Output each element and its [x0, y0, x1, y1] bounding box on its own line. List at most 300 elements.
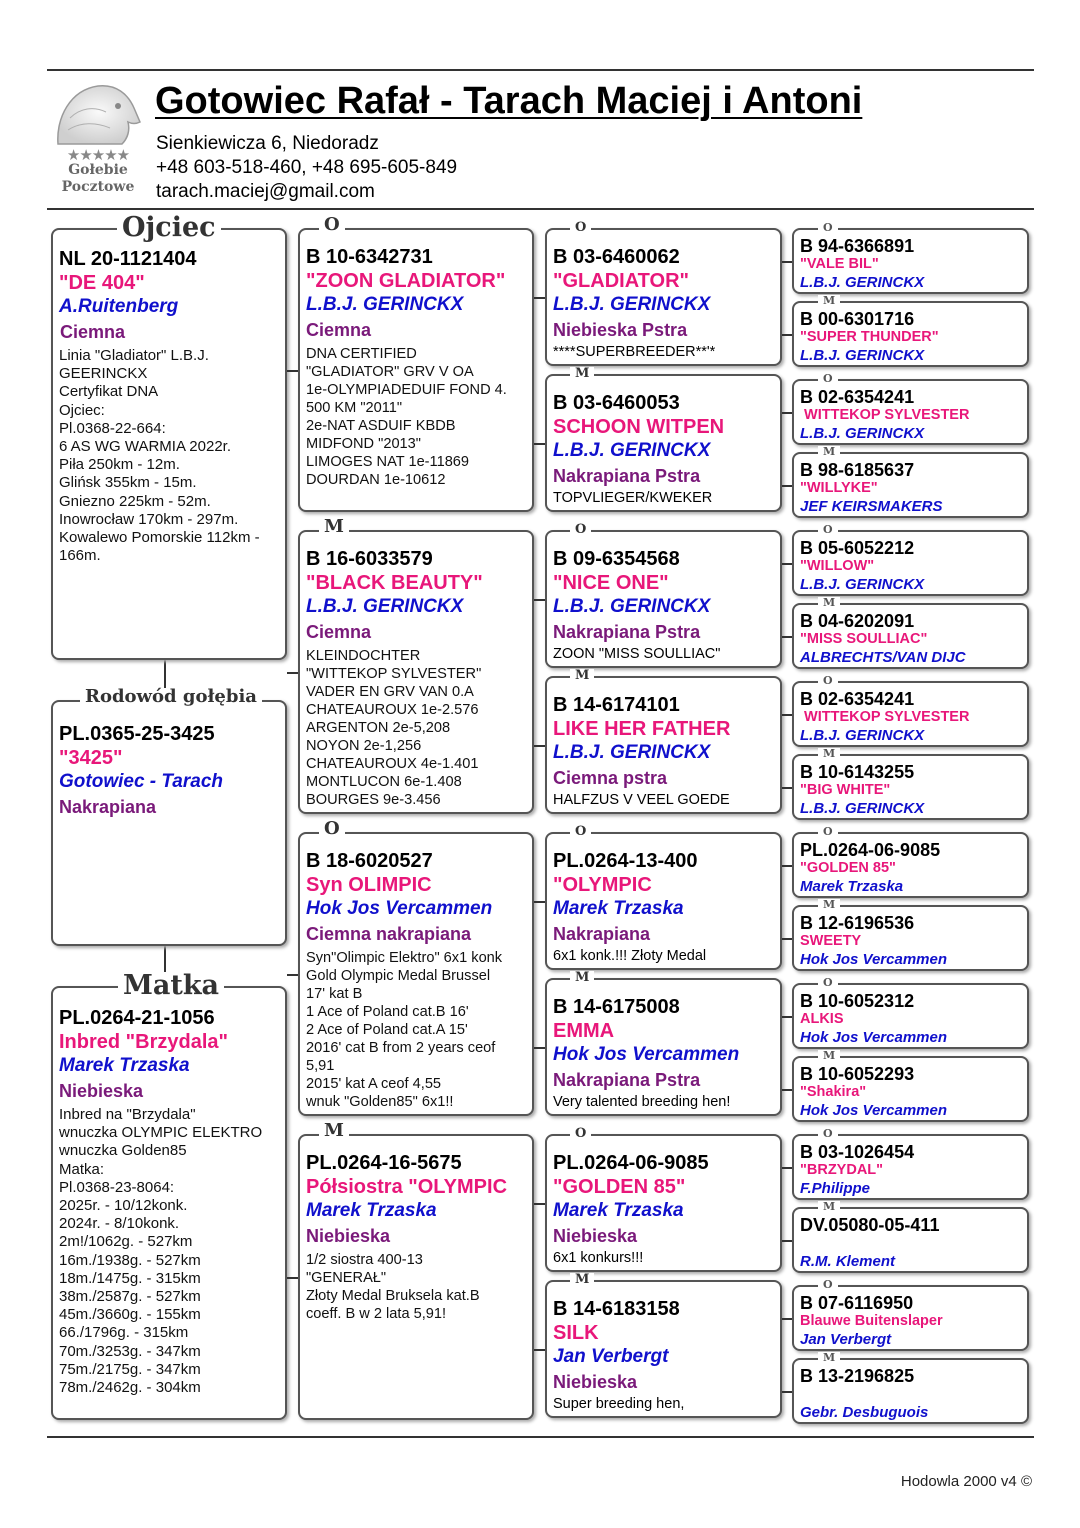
breeder-name: L.B.J. GERINCKX: [553, 596, 711, 617]
pigeon-color: Nakrapiana: [59, 797, 157, 817]
email[interactable]: tarach.maciej@gmail.com: [156, 181, 375, 202]
connector: [782, 1167, 792, 1169]
female-label: M: [818, 1201, 840, 1212]
pigeon-name: WITTEKOP SYLVESTER: [800, 407, 970, 423]
pigeon-name: "BLACK BEAUTY": [306, 572, 483, 594]
breeder-name: Marek Trzaska: [306, 1200, 437, 1221]
card-content: [800, 1293, 1023, 1349]
mother-notes: [59, 1106, 281, 1397]
note-line: 166m.: [59, 547, 101, 565]
breeder-name: Hok Jos Vercammen: [800, 1102, 948, 1119]
male-label: O: [818, 524, 838, 535]
pigeon-name: "WILLYKE": [800, 480, 878, 496]
grandparent-card-4[interactable]: [545, 676, 782, 814]
male-label: O: [818, 1128, 838, 1139]
male-label: O: [570, 221, 591, 234]
ring-number: PL.0264-16-5675: [306, 1152, 462, 1174]
connector: [782, 787, 792, 789]
ring-number: B 14-6183158: [553, 1298, 680, 1320]
card-content: [800, 236, 1023, 292]
breeder-name: L.B.J. GERINCKX: [553, 294, 711, 315]
ring-number: PL.0264-06-9085: [800, 840, 941, 860]
father-card[interactable]: [51, 228, 287, 660]
connector: [287, 370, 298, 372]
pigeon-name: "BIG WHITE": [800, 782, 891, 798]
breeder-name: Jan Verbergt: [800, 1331, 892, 1348]
connector: [287, 974, 298, 976]
note-line: 5,91: [306, 1058, 335, 1074]
connector: [782, 1318, 792, 1320]
note-line: 2015' kat A ceof 4,55: [306, 1076, 442, 1092]
note-line: KLEINDOCHTER: [306, 648, 421, 664]
note-line: Linia "Gladiator" L.B.J.: [59, 347, 209, 364]
mother-breeder: Marek Trzaska: [59, 1055, 190, 1076]
note-line: 16m./1938g. - 527km: [59, 1251, 201, 1269]
card-content: [800, 762, 1023, 818]
grandparent-card-8[interactable]: [545, 1280, 782, 1418]
male-label: O: [319, 216, 345, 234]
card-content: [553, 1151, 776, 1267]
male-label: O: [570, 523, 591, 536]
father-name: "DE 404": [59, 272, 145, 294]
female-label: M: [818, 597, 840, 608]
card-content: [800, 1366, 1023, 1422]
ring-number: B 14-6175008: [553, 996, 680, 1018]
great-grandparent-card-16[interactable]: [792, 1358, 1029, 1424]
notes: 6x1 konk.!!! Złoty Medal: [553, 948, 707, 964]
connector: [782, 261, 792, 263]
great-grandparent-card-15[interactable]: [792, 1285, 1029, 1351]
mother-card[interactable]: [51, 986, 287, 1420]
color-name: Nakrapiana Pstra: [553, 466, 701, 486]
card-content: [306, 245, 528, 489]
pigeon-breeder: Gotowiec - Tarach: [59, 771, 223, 792]
pigeon-name: Półsiostra "OLYMPIC: [306, 1176, 508, 1198]
male-label: O: [818, 826, 838, 837]
breeder-name: L.B.J. GERINCKX: [800, 274, 925, 291]
note-line: ARGENTON 2e-5,208: [306, 720, 451, 736]
note-line: Pl.0368-23-8064:: [59, 1178, 175, 1196]
great-grandparent-card-12[interactable]: [792, 1056, 1029, 1122]
great-grandparent-card-4[interactable]: [792, 452, 1029, 518]
notes: [306, 647, 528, 809]
notes: [306, 1251, 528, 1323]
female-label: M: [570, 669, 594, 682]
connector: [782, 412, 792, 414]
breeder-name: L.B.J. GERINCKX: [553, 742, 711, 763]
father-color: Ciemna: [60, 322, 126, 342]
breeder-name: Marek Trzaska: [553, 898, 684, 919]
note-line: 500 KM "2011": [306, 400, 403, 416]
card-content: [800, 387, 1023, 443]
father-label: Ojciec: [117, 214, 221, 241]
address: Sienkiewicza 6, Niedoradz: [156, 133, 379, 154]
pigeon-name: "OLYMPIC: [553, 874, 652, 896]
color-name: Niebieska: [306, 1226, 391, 1246]
ring-number: B 07-6116950: [800, 1293, 914, 1313]
male-label: O: [818, 1279, 838, 1290]
connector: [782, 636, 792, 638]
note-line: 1/2 siostra 400-13: [306, 1252, 423, 1268]
female-label: M: [818, 748, 840, 759]
parent-card-3[interactable]: [298, 832, 534, 1116]
breeder-name: L.B.J. GERINCKX: [800, 800, 925, 817]
card-content: [800, 840, 1023, 896]
notes: TOPVLIEGER/KWEKER: [553, 490, 713, 506]
footer: Hodowla 2000 v4 ©: [900, 1473, 1032, 1490]
great-grandparent-card-13[interactable]: [792, 1134, 1029, 1200]
logo-stars: ★★★★★: [66, 147, 130, 164]
pigeon-name: LIKE HER FATHER: [553, 718, 731, 740]
note-line: GEERINCKX: [59, 365, 148, 383]
breeder-name: JEF KEIRSMAKERS: [800, 498, 943, 515]
mother-label: Matka: [118, 972, 224, 999]
connector: [534, 745, 545, 747]
connector: [782, 563, 792, 565]
card-content: [800, 689, 1023, 745]
grandparent-card-5[interactable]: [545, 832, 782, 970]
note-line: Gniezno 225km - 52m.: [59, 492, 211, 510]
breeder-name: L.B.J. GERINCKX: [306, 294, 464, 315]
ring-number: B 94-6366891: [800, 236, 915, 256]
male-label: O: [570, 1127, 591, 1140]
pigeon-name: "SUPER THUNDER": [800, 329, 939, 345]
ring-number: B 13-2196825: [800, 1366, 915, 1386]
card-content: [800, 1215, 1023, 1271]
note-line: 2016' cat B from 2 years ceof: [306, 1040, 496, 1056]
ring-number: B 10-6052312: [800, 991, 915, 1011]
female-label: M: [818, 899, 840, 910]
note-line: VADER EN GRV VAN 0.A: [306, 684, 474, 700]
great-grandparent-card-3[interactable]: [792, 379, 1029, 445]
connector: [287, 1277, 298, 1279]
breeder-name: L.B.J. GERINCKX: [800, 425, 925, 442]
father-ring: NL 20-1121404: [59, 248, 197, 270]
great-grandparent-card-11[interactable]: [792, 983, 1029, 1049]
note-line: coeff. B w 2 lata 5,91!: [306, 1306, 447, 1322]
ring-number: B 03-6460062: [553, 246, 680, 268]
color-name: Ciemna nakrapiana: [306, 924, 472, 944]
note-line: Inbred na "Brzydala": [59, 1106, 196, 1123]
pigeon-label: Rodowód gołębia: [80, 688, 262, 706]
note-line: CHATEAUROUX 4e-1.401: [306, 756, 479, 772]
female-label: M: [319, 1122, 349, 1140]
pigeon-name: Blauwe Buitenslaper: [800, 1313, 943, 1329]
connector: [534, 599, 545, 601]
note-line: 75m./2175g. - 347km: [59, 1360, 201, 1378]
pigeon-name: "MISS SOULLIAC": [800, 631, 928, 647]
male-label: O: [818, 675, 838, 686]
note-line: MIDFOND "2013": [306, 436, 421, 452]
pigeon-name: "3425": [59, 747, 123, 769]
female-label: M: [319, 518, 349, 536]
ring-number: B 03-1026454: [800, 1142, 915, 1162]
pigeon-ring: PL.0365-25-3425: [59, 723, 215, 745]
note-line: 2024r. - 8/10konk.: [59, 1215, 180, 1233]
connector: [287, 672, 298, 674]
note-line: 1 Ace of Poland cat.B 16': [306, 1004, 469, 1020]
great-grandparent-card-9[interactable]: [792, 832, 1029, 898]
pigeon-name: "ZOON GLADIATOR": [306, 270, 506, 292]
great-grandparent-card-8[interactable]: [792, 754, 1029, 820]
note-line: wnuk "Golden85" 6x1!!: [306, 1094, 454, 1110]
note-line: DOURDAN 1e-10612: [306, 472, 446, 488]
notes: [306, 345, 528, 489]
breeder-name: Marek Trzaska: [553, 1200, 684, 1221]
breeder-name: L.B.J. GERINCKX: [800, 727, 925, 744]
parent-card-2[interactable]: [298, 530, 534, 814]
mother-name: Inbred "Brzydala": [59, 1031, 229, 1053]
great-grandparent-card-5[interactable]: [792, 530, 1029, 596]
ring-number: DV.05080-05-411: [800, 1215, 940, 1235]
color-name: Nakrapiana: [553, 924, 651, 944]
connector: [782, 485, 792, 487]
phones: +48 603-518-460, +48 695-605-849: [156, 157, 458, 178]
ring-number: B 16-6033579: [306, 548, 433, 570]
logo: [50, 78, 146, 200]
pigeon-name: "VALE BIL": [800, 256, 879, 272]
female-label: M: [570, 1273, 594, 1286]
card-content: [800, 611, 1023, 667]
father-breeder: A.Ruitenberg: [59, 296, 179, 317]
note-line: 2m!/1062g. - 527km: [59, 1233, 193, 1251]
card-content: [306, 1151, 528, 1323]
breeder-name: Hok Jos Vercammen: [800, 1029, 948, 1046]
notes: ****SUPERBREEDER**'*: [553, 344, 716, 360]
breeder-name: ALBRECHTS/VAN DIJC: [800, 649, 966, 666]
note-line: Glińsk 355km - 15m.: [59, 474, 197, 492]
note-line: 18m./1475g. - 315km: [59, 1269, 201, 1287]
note-line: Ojciec:: [59, 401, 105, 419]
notes: [306, 949, 528, 1111]
ring-number: PL.0264-06-9085: [553, 1152, 709, 1174]
father-notes: [59, 347, 281, 565]
connector: [782, 1240, 792, 1242]
note-line: Kowalewo Pomorskie 112km -: [59, 529, 260, 547]
note-line: 17' kat B: [306, 986, 363, 1002]
connector: [534, 443, 545, 445]
pigeon-name: Syn OLIMPIC: [306, 874, 432, 896]
top-rule: [47, 69, 1034, 71]
pigeon-name: "GOLDEN 85": [553, 1176, 686, 1198]
note-line: 38m./2587g. - 527km: [59, 1288, 201, 1306]
pigeon-name: [800, 1386, 1023, 1403]
notes: Very talented breeding hen!: [553, 1094, 731, 1110]
female-label: M: [570, 367, 594, 380]
breeder-name: Hok Jos Vercammen: [800, 951, 948, 968]
note-line: Piła 250km - 12m.: [59, 456, 180, 474]
breeder-name: Gebr. Desbuguois: [800, 1404, 929, 1421]
note-line: NOYON 2e-1,256: [306, 738, 422, 754]
note-line: LIMOGES NAT 1e-11869: [306, 454, 470, 470]
breeder-name: L.B.J. GERINCKX: [800, 347, 925, 364]
breeder-name: Hok Jos Vercammen: [306, 898, 493, 919]
note-line: CHATEAUROUX 1e-2.576: [306, 702, 479, 718]
card-content: [800, 1142, 1023, 1198]
mother-ring: PL.0264-21-1056: [59, 1007, 215, 1029]
connector: [534, 1047, 545, 1049]
ring-number: B 03-6460053: [553, 392, 680, 414]
pigeon-name: "GOLDEN 85": [800, 860, 896, 876]
breeder-name: F.Philippe: [800, 1180, 871, 1197]
note-line: "GENERAŁ": [306, 1270, 387, 1286]
color-name: Ciemna pstra: [553, 768, 668, 788]
grandparent-card-2[interactable]: [545, 374, 782, 512]
male-label: O: [319, 820, 345, 838]
note-line: "WITTEKOP SYLVESTER": [306, 666, 482, 682]
great-grandparent-card-14[interactable]: [792, 1207, 1029, 1273]
card-content: [800, 309, 1023, 365]
ring-number: B 12-6196536: [800, 913, 915, 933]
note-line: 45m./3660g. - 155km: [59, 1306, 201, 1324]
pigeon-name: EMMA: [553, 1020, 615, 1042]
note-line: Pl.0368-22-664:: [59, 419, 166, 437]
color-name: Ciemna: [306, 320, 372, 340]
pigeon-name: "Shakira": [800, 1084, 867, 1100]
mother-color: Niebieska: [59, 1081, 144, 1101]
logo-text-1: Gołebie: [68, 162, 128, 178]
pigeon-name: "WILLOW": [800, 558, 875, 574]
ring-number: PL.0264-13-400: [553, 850, 698, 872]
color-name: Nakrapiana Pstra: [553, 1070, 701, 1090]
note-line: 2025r. - 10/12konk.: [59, 1197, 188, 1215]
note-line: BOURGES 9e-3.456: [306, 792, 441, 808]
card-content: [553, 547, 776, 663]
grandparent-card-7[interactable]: [545, 1134, 782, 1272]
ring-number: B 10-6143255: [800, 762, 915, 782]
connector: [782, 1391, 792, 1393]
ring-number: B 10-6052293: [800, 1064, 915, 1084]
color-name: Ciemna: [306, 622, 372, 642]
note-line: MONTLUCON 6e-1.408: [306, 774, 462, 790]
ring-number: B 02-6354241: [800, 387, 915, 407]
grandparent-card-3[interactable]: [545, 530, 782, 668]
female-label: M: [818, 1050, 840, 1061]
ring-number: B 98-6185637: [800, 460, 915, 480]
pigeon-name: SILK: [553, 1322, 599, 1344]
card-content: [306, 547, 528, 809]
note-line: 1e-OLYMPIADEDUIF FOND 4.: [306, 382, 507, 398]
connector: [782, 714, 792, 716]
male-label: O: [818, 373, 838, 384]
note-line: Matka:: [59, 1160, 105, 1178]
pigeon-name: "NICE ONE": [553, 572, 669, 594]
breeder-name: L.B.J. GERINCKX: [800, 576, 925, 593]
breeder-name: L.B.J. GERINCKX: [306, 596, 464, 617]
note-line: DNA CERTIFIED: [306, 346, 417, 362]
ring-number: B 14-6174101: [553, 694, 680, 716]
note-line: 66./1796g. - 315km: [59, 1324, 189, 1342]
ring-number: B 09-6354568: [553, 548, 680, 570]
notes: HALFZUS V VEEL GOEDE: [553, 792, 730, 808]
connector: [782, 938, 792, 940]
female-label: M: [818, 295, 840, 306]
notes: 6x1 konkurs!!!: [553, 1250, 644, 1266]
pigeon-card[interactable]: [51, 700, 287, 946]
card-content: [800, 1064, 1023, 1120]
great-grandparent-card-7[interactable]: [792, 681, 1029, 747]
great-grandparent-card-1[interactable]: [792, 228, 1029, 294]
card-content: [553, 995, 776, 1111]
note-line: wnuczka OLYMPIC ELEKTRO: [59, 1124, 263, 1142]
card-content: [306, 849, 528, 1111]
note-line: Złoty Medal Bruksela kat.B: [306, 1288, 480, 1304]
ring-number: B 05-6052212: [800, 538, 915, 558]
note-line: Certyfikat DNA: [59, 383, 159, 401]
parent-card-1[interactable]: [298, 228, 534, 512]
note-line: Gold Olympic Medal Brussel: [306, 968, 491, 984]
pigeon-name: ALKIS: [800, 1011, 844, 1027]
connector: [782, 1016, 792, 1018]
pigeon-name: [800, 1235, 1023, 1252]
note-line: 6 AS WG WARMIA 2022r.: [59, 438, 232, 456]
page-title: Gotowiec Rafał - Tarach Maciej i Antoni: [155, 80, 863, 122]
connector: [534, 901, 545, 903]
pigeon-name: "BRZYDAL": [800, 1162, 884, 1178]
male-label: O: [818, 977, 838, 988]
female-label: M: [818, 446, 840, 457]
card-content: [800, 991, 1023, 1047]
great-grandparent-card-6[interactable]: [792, 603, 1029, 669]
grandparent-card-1[interactable]: [545, 228, 782, 366]
ring-number: B 04-6202091: [800, 611, 915, 631]
male-label: O: [818, 222, 838, 233]
female-label: M: [818, 1352, 840, 1363]
note-line: 78m./2462g. - 304km: [59, 1379, 201, 1397]
breeder-name: Jan Verbergt: [553, 1346, 669, 1367]
note-line: wnuczka Golden85: [59, 1142, 187, 1160]
color-name: Nakrapiana Pstra: [553, 622, 701, 642]
breeder-name: Marek Trzaska: [800, 878, 904, 895]
header-rule: [47, 208, 1034, 210]
note-line: 2 Ace of Poland cat.A 15': [306, 1022, 468, 1038]
note-line: Syn"Olimpic Elektro" 6x1 konk: [306, 950, 503, 966]
card-content: [800, 913, 1023, 969]
note-line: Inowrocław 170km - 297m.: [59, 510, 239, 528]
breeder-name: L.B.J. GERINCKX: [553, 440, 711, 461]
card-content: [800, 538, 1023, 594]
connector: [782, 865, 792, 867]
ring-number: B 18-6020527: [306, 850, 433, 872]
notes: ZOON "MISS SOULLIAC": [553, 646, 721, 662]
connector: [534, 1203, 545, 1205]
card-content: [553, 391, 776, 507]
note-line: "GLADIATOR" GRV V OA: [306, 364, 474, 380]
logo-text-2: Pocztowe: [61, 179, 135, 195]
great-grandparent-card-2[interactable]: [792, 301, 1029, 367]
grandparent-card-6[interactable]: [545, 978, 782, 1116]
card-content: [553, 849, 776, 965]
color-name: Niebieska: [553, 1226, 638, 1246]
pigeon-name: SWEETY: [800, 933, 862, 949]
female-label: M: [570, 971, 594, 984]
pigeon-name: WITTEKOP SYLVESTER: [800, 709, 970, 725]
breeder-name: Hok Jos Vercammen: [553, 1044, 740, 1065]
breeder-name: R.M. Klement: [800, 1253, 896, 1270]
connector: [782, 1089, 792, 1091]
card-content: [553, 693, 776, 809]
great-grandparent-card-10[interactable]: [792, 905, 1029, 971]
card-content: [553, 1297, 776, 1413]
ring-number: B 00-6301716: [800, 309, 915, 329]
ring-number: B 02-6354241: [800, 689, 915, 709]
connector: [534, 1349, 545, 1351]
card-content: [800, 460, 1023, 516]
pigeon-name: SCHOON WITPEN: [553, 416, 725, 438]
parent-card-4[interactable]: [298, 1134, 534, 1420]
footer-rule: [47, 1436, 1034, 1438]
ring-number: B 10-6342731: [306, 246, 433, 268]
